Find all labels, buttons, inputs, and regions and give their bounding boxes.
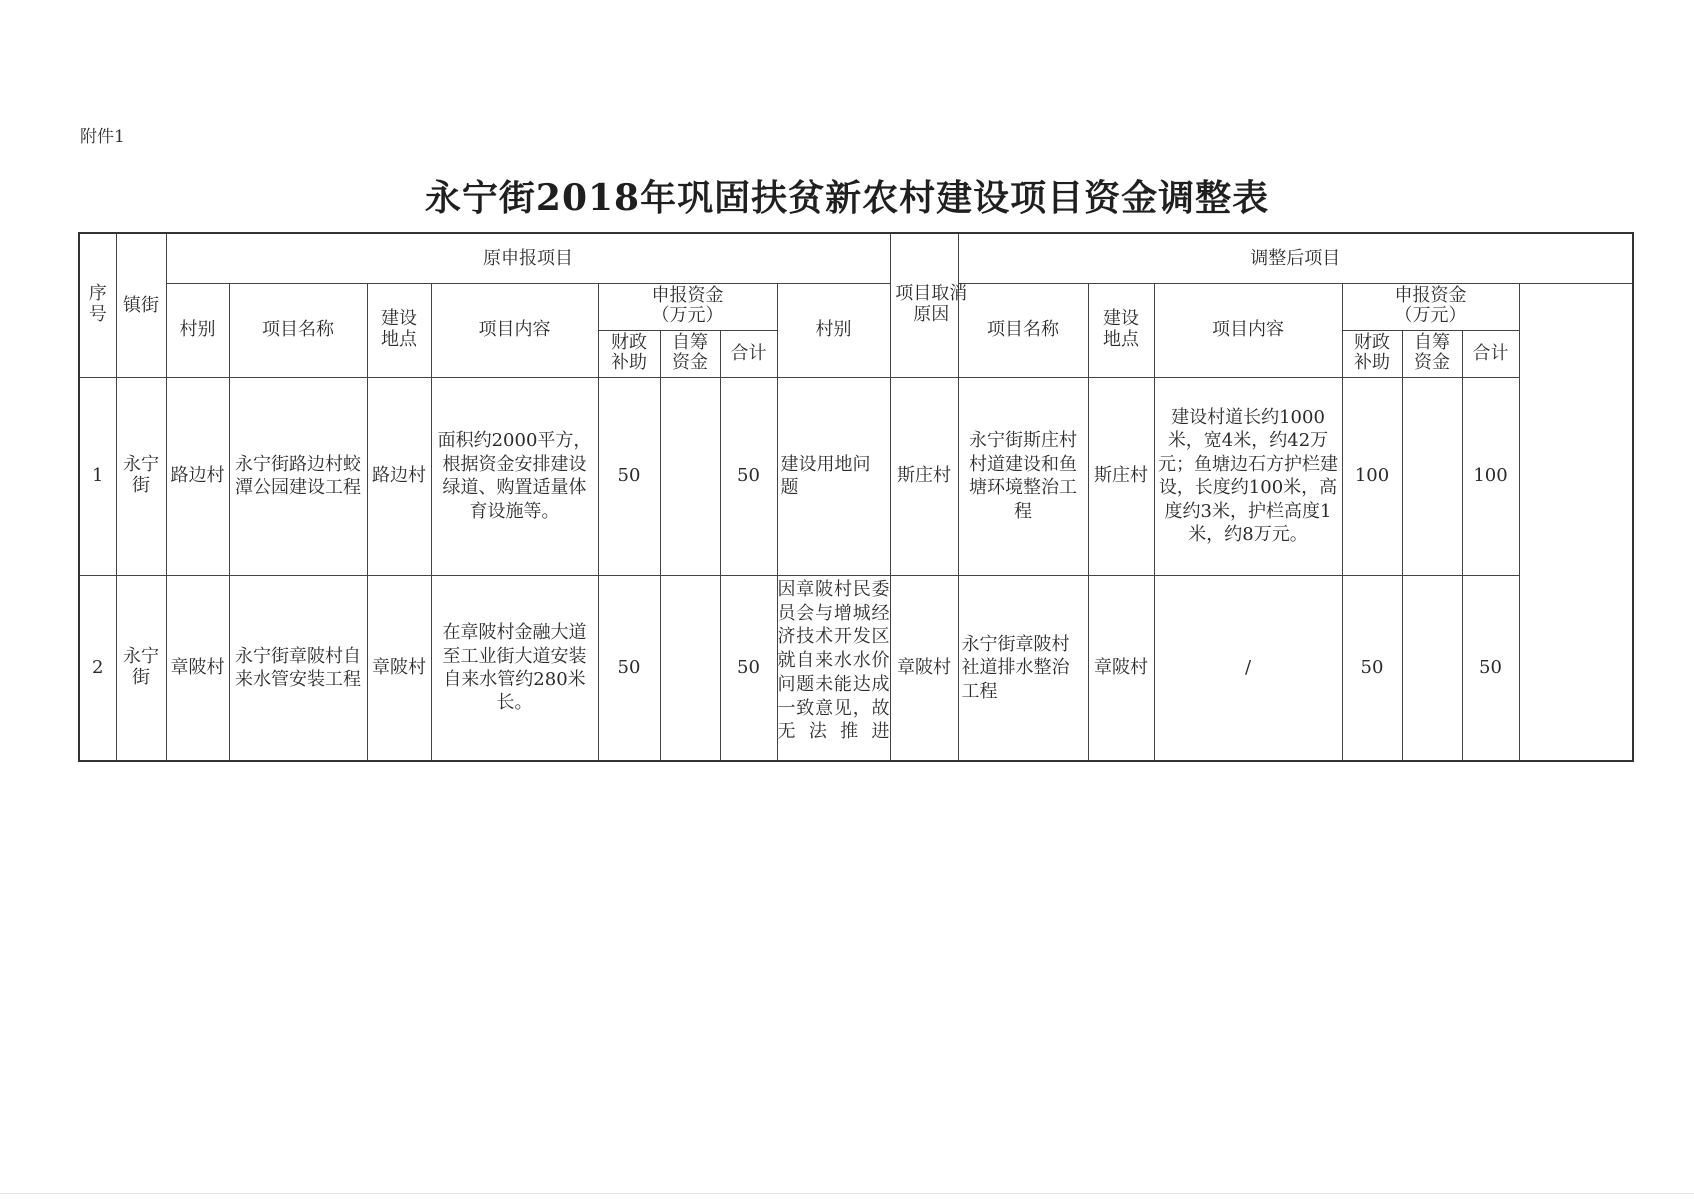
- row-orig-total: 50: [720, 377, 777, 575]
- row-orig-location: 路边村: [367, 377, 431, 575]
- header-new-content: 项目内容: [1154, 283, 1342, 377]
- row-orig-location: 章陂村: [367, 575, 431, 761]
- header-adjusted-group: 调整后项目: [958, 233, 1633, 283]
- header-new-funds: 申报资金（万元）: [1342, 283, 1519, 330]
- row-orig-content: 面积约2000平方，根据资金安排建设绿道、购置适量体育设施等。: [431, 377, 598, 575]
- row-orig-self: [660, 377, 720, 575]
- header-new-total: 合计: [1462, 330, 1519, 377]
- header-orig-content: 项目内容: [431, 283, 598, 377]
- row-new-content: 建设村道长约1000米，宽4米，约42万元；鱼塘边石方护栏建设，长度约100米，高度约3米，护栏高度1米，约8万元。: [1154, 377, 1342, 575]
- cancel-reason-text: 因章陂村民委员会与增城经济技术开发区就自来水水价问题未能达成一致意见，故无法推进: [777, 578, 890, 743]
- header-orig-location: 建设地点: [367, 283, 431, 377]
- row-orig-fiscal: 50: [598, 377, 660, 575]
- header-new-village: 村别: [777, 283, 890, 377]
- row-new-total: 50: [1462, 575, 1519, 761]
- row-new-self: [1402, 575, 1462, 761]
- header-new-self: 自筹资金: [1402, 330, 1462, 377]
- header-orig-name: 项目名称: [229, 283, 367, 377]
- row-orig-village: 路边村: [166, 377, 229, 575]
- header-orig-total: 合计: [720, 330, 777, 377]
- header-seq: 序号: [79, 233, 116, 377]
- row-new-village: 章陂村: [890, 575, 958, 761]
- row-new-content: /: [1154, 575, 1342, 761]
- row-orig-name: 永宁街章陂村自来水管安装工程: [229, 575, 367, 761]
- row-cancel-reason: [777, 575, 890, 761]
- header-new-name: 项目名称: [958, 283, 1088, 377]
- row-new-total: 100: [1462, 377, 1519, 575]
- row-orig-content: 在章陂村金融大道至工业街大道安装自来水管约280米长。: [431, 575, 598, 761]
- header-orig-funds: 申报资金（万元）: [598, 283, 777, 330]
- row-town: 永宁街: [116, 575, 166, 761]
- header-orig-fiscal: 财政补助: [598, 330, 660, 377]
- header-original-group: 原申报项目: [166, 233, 890, 283]
- header-new-fiscal: 财政补助: [1342, 330, 1402, 377]
- header-orig-village: 村别: [166, 283, 229, 377]
- row-new-fiscal: 100: [1342, 377, 1402, 575]
- row-cancel-reason: 建设用地问题: [777, 377, 890, 575]
- row-seq: 2: [79, 575, 116, 761]
- header-town: 镇街: [116, 233, 166, 377]
- header-new-location: 建设地点: [1088, 283, 1154, 377]
- table-row: [79, 377, 1633, 575]
- table-row: [79, 575, 1633, 761]
- row-new-name: 永宁街章陂村社道排水整治工程: [958, 575, 1088, 761]
- row-new-name: 永宁街斯庄村村道建设和鱼塘环境整治工程: [958, 377, 1088, 575]
- row-new-location: 章陂村: [1088, 575, 1154, 761]
- row-new-village: 斯庄村: [890, 377, 958, 575]
- row-orig-village: 章陂村: [166, 575, 229, 761]
- header-cancel-reason: 项目取消原因: [890, 233, 958, 377]
- page-title: 永宁街2018年巩固扶贫新农村建设项目资金调整表: [424, 177, 1270, 219]
- row-new-fiscal: 50: [1342, 575, 1402, 761]
- scan-edge-line: [0, 1193, 1694, 1194]
- header-orig-self: 自筹资金: [660, 330, 720, 377]
- row-orig-name: 永宁街路边村蛟潭公园建设工程: [229, 377, 367, 575]
- fund-adjustment-table: [78, 232, 1634, 762]
- row-orig-fiscal: 50: [598, 575, 660, 761]
- row-orig-total: 50: [720, 575, 777, 761]
- row-new-self: [1402, 377, 1462, 575]
- row-new-location: 斯庄村: [1088, 377, 1154, 575]
- row-seq: 1: [79, 377, 116, 575]
- row-orig-self: [660, 575, 720, 761]
- attachment-label: 附件1: [80, 127, 125, 147]
- row-town: 永宁街: [116, 377, 166, 575]
